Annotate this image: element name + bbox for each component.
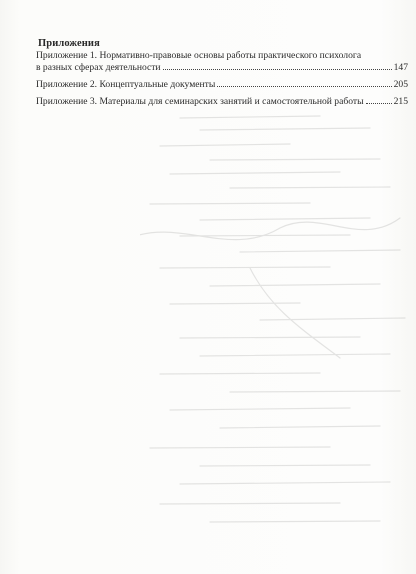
- table-of-contents: [36, 50, 408, 113]
- dot-leader: [163, 68, 392, 70]
- toc-entry-title-continued: в разных сферах деятельности: [36, 62, 161, 73]
- toc-page-number: 205: [393, 79, 408, 90]
- show-through-text: [140, 108, 415, 548]
- section-heading: Приложения: [38, 38, 100, 49]
- toc-entry-appendix-3: [36, 96, 408, 108]
- toc-entry-appendix-2: [36, 79, 408, 91]
- toc-entry-title: Приложение 1. Нормативно-правовые основы работы практического психолога: [36, 50, 362, 61]
- toc-page-number: 147: [393, 62, 408, 73]
- toc-entry-title-line: [36, 79, 408, 91]
- toc-entry-continuation-line: [36, 62, 408, 74]
- toc-page-number: 215: [393, 96, 408, 107]
- toc-entry-title-line: [36, 96, 408, 108]
- toc-entry-title-line: [36, 50, 408, 62]
- dot-leader: [217, 85, 391, 87]
- dot-leader: [366, 102, 392, 104]
- toc-entry-title: Приложение 2. Концептуальные документы: [36, 79, 216, 90]
- toc-entry-appendix-1: [36, 50, 408, 74]
- toc-entry-title: Приложение 3. Материалы для семинарских занятий и самостоятельной работы: [36, 96, 364, 107]
